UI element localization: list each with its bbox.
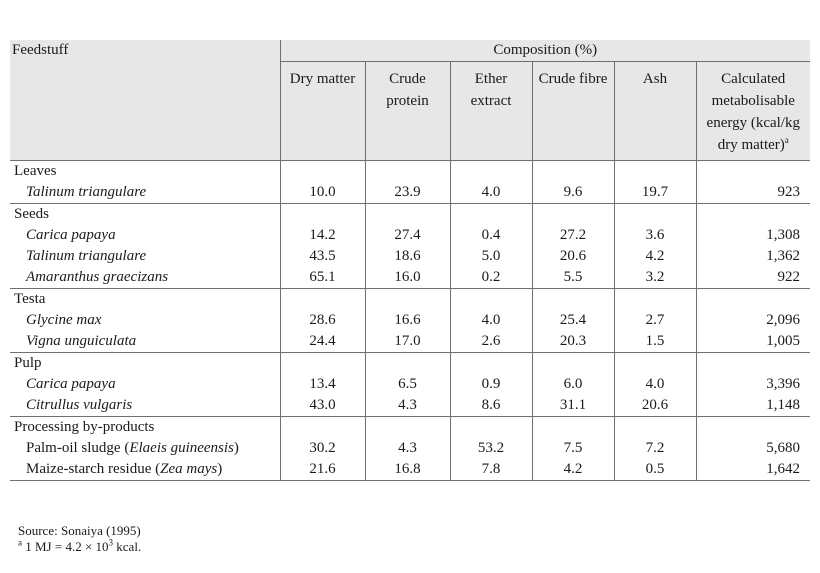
group-row	[10, 204, 810, 226]
cell-ash: 20.6	[614, 395, 696, 417]
cell-crude-fibre: 6.0	[532, 374, 614, 395]
group-spacer-cell	[450, 417, 532, 439]
group-spacer-cell	[614, 161, 696, 183]
footnote-exponent: 3	[108, 537, 114, 548]
group-row	[10, 417, 810, 439]
cell-dry-matter: 21.6	[280, 459, 365, 481]
cell-crude-fibre: 4.2	[532, 459, 614, 481]
cell-ash: 3.2	[614, 267, 696, 289]
energy-footnote-mark: a	[784, 135, 789, 145]
group-spacer-cell	[280, 161, 365, 183]
item-latin-name: Zea mays	[160, 461, 218, 477]
table-row	[10, 246, 810, 267]
cell-metabolisable-energy: 5,680	[696, 438, 810, 459]
cell-crude-fibre: 25.4	[532, 310, 614, 331]
cell-crude-protein: 16.0	[365, 267, 450, 289]
group-spacer-cell	[696, 161, 810, 183]
item-name: Citrullus vulgaris	[26, 397, 133, 413]
group-spacer-cell	[450, 353, 532, 375]
cell-dry-matter: 10.0	[280, 182, 365, 204]
cell-ether-extract: 0.4	[450, 225, 532, 246]
feedstuff-item	[10, 395, 280, 417]
cell-metabolisable-energy: 1,308	[696, 225, 810, 246]
group-spacer-cell	[280, 289, 365, 311]
group-spacer-cell	[280, 204, 365, 226]
cell-crude-protein: 16.6	[365, 310, 450, 331]
group-spacer-cell	[365, 204, 450, 226]
col-crude-protein: Crude protein	[365, 62, 450, 161]
cell-crude-protein: 4.3	[365, 395, 450, 417]
cell-ash: 19.7	[614, 182, 696, 204]
feedstuff-item	[10, 310, 280, 331]
item-name: Glycine max	[26, 312, 102, 328]
footnote-tail: kcal.	[113, 539, 142, 554]
cell-metabolisable-energy: 1,362	[696, 246, 810, 267]
feedstuff-item	[10, 331, 280, 353]
group-spacer-cell	[614, 353, 696, 375]
source-note: Source: Sonaiya (1995)	[18, 523, 141, 538]
cell-ether-extract: 4.0	[450, 182, 532, 204]
group-spacer-cell	[614, 289, 696, 311]
cell-dry-matter: 28.6	[280, 310, 365, 331]
item-name: Amaranthus graecizans	[26, 269, 169, 285]
group-label: Leaves	[14, 163, 57, 179]
cell-crude-protein: 23.9	[365, 182, 450, 204]
group-label: Seeds	[14, 206, 49, 222]
cell-crude-fibre: 27.2	[532, 225, 614, 246]
cell-metabolisable-energy: 1,642	[696, 459, 810, 481]
table-row	[10, 310, 810, 331]
cell-ether-extract: 0.9	[450, 374, 532, 395]
footnote-text: 1 MJ = 4.2 × 10	[22, 539, 109, 554]
group-spacer-cell	[532, 204, 614, 226]
composition-header: Composition (%)	[280, 40, 810, 62]
group-row	[10, 353, 810, 375]
cell-ether-extract: 8.6	[450, 395, 532, 417]
group-label: Processing by-products	[14, 419, 155, 435]
table-row	[10, 182, 810, 204]
cell-dry-matter: 43.0	[280, 395, 365, 417]
cell-ether-extract: 7.8	[450, 459, 532, 481]
cell-dry-matter: 43.5	[280, 246, 365, 267]
item-name: Talinum triangulare	[26, 248, 147, 264]
group-spacer-cell	[365, 161, 450, 183]
cell-metabolisable-energy: 3,396	[696, 374, 810, 395]
cell-metabolisable-energy: 1,148	[696, 395, 810, 417]
feedstuff-item: Maize-starch residue (Zea mays)	[26, 461, 223, 477]
group-spacer-cell	[696, 289, 810, 311]
group-spacer-cell	[532, 353, 614, 375]
cell-metabolisable-energy: 2,096	[696, 310, 810, 331]
col-ether-extract: Ether extract	[450, 62, 532, 161]
cell-crude-fibre: 31.1	[532, 395, 614, 417]
group-spacer-cell	[614, 417, 696, 439]
cell-ash: 1.5	[614, 331, 696, 353]
cell-ether-extract: 2.6	[450, 331, 532, 353]
cell-metabolisable-energy: 922	[696, 267, 810, 289]
cell-ash: 3.6	[614, 225, 696, 246]
group-label: Pulp	[14, 355, 42, 371]
cell-dry-matter: 30.2	[280, 438, 365, 459]
item-name: Palm-oil sludge	[26, 440, 121, 456]
cell-ash: 4.0	[614, 374, 696, 395]
cell-dry-matter: 13.4	[280, 374, 365, 395]
item-name: Vigna unguiculata	[26, 333, 137, 349]
table-row	[10, 459, 810, 481]
table-body	[10, 161, 810, 481]
group-spacer-cell	[532, 161, 614, 183]
cell-ash: 4.2	[614, 246, 696, 267]
col-dry-matter: Dry matter	[280, 62, 365, 161]
group-spacer-cell	[696, 204, 810, 226]
cell-crude-protein: 18.6	[365, 246, 450, 267]
cell-ash: 7.2	[614, 438, 696, 459]
item-name: Maize-starch residue	[26, 461, 152, 477]
item-name: Talinum triangulare	[26, 184, 147, 200]
cell-ash: 0.5	[614, 459, 696, 481]
table-row	[10, 331, 810, 353]
table-row	[10, 438, 810, 459]
cell-crude-protein: 6.5	[365, 374, 450, 395]
col-ash: Ash	[614, 62, 696, 161]
group-spacer-cell	[450, 289, 532, 311]
feedstuff-item: Palm-oil sludge (Elaeis guineensis)	[26, 440, 239, 456]
group-spacer-cell	[614, 204, 696, 226]
group-spacer-cell	[696, 417, 810, 439]
group-spacer-cell	[365, 289, 450, 311]
cell-metabolisable-energy: 923	[696, 182, 810, 204]
group-spacer-cell	[696, 353, 810, 375]
group-row	[10, 161, 810, 183]
cell-ether-extract: 4.0	[450, 310, 532, 331]
cell-crude-protein: 16.8	[365, 459, 450, 481]
group-spacer-cell	[450, 161, 532, 183]
cell-crude-protein: 17.0	[365, 331, 450, 353]
cell-ash: 2.7	[614, 310, 696, 331]
cell-crude-fibre: 9.6	[532, 182, 614, 204]
feedstuff-item	[10, 182, 280, 204]
cell-crude-fibre: 7.5	[532, 438, 614, 459]
footnote-mark: a	[18, 537, 22, 548]
feedstuff-item	[10, 374, 280, 395]
col-energy-label: Calculated metabolisable energy (kcal/kg dry matter)	[706, 71, 800, 153]
group-spacer-cell	[280, 417, 365, 439]
item-latin-name: Elaeis guineensis	[129, 440, 234, 456]
group-spacer-cell	[532, 289, 614, 311]
cell-dry-matter: 24.4	[280, 331, 365, 353]
group-spacer-cell	[450, 204, 532, 226]
group-row	[10, 289, 810, 311]
group-spacer-cell	[365, 353, 450, 375]
cell-crude-fibre: 20.3	[532, 331, 614, 353]
composition-table-container	[10, 40, 810, 481]
group-spacer-cell	[365, 417, 450, 439]
feedstuff-item	[10, 246, 280, 267]
cell-crude-protein: 27.4	[365, 225, 450, 246]
item-name: Carica papaya	[26, 227, 116, 243]
cell-dry-matter: 65.1	[280, 267, 365, 289]
feedstuff-header: Feedstuff	[12, 42, 69, 58]
cell-dry-matter: 14.2	[280, 225, 365, 246]
table-row	[10, 395, 810, 417]
cell-ether-extract: 5.0	[450, 246, 532, 267]
col-metabolisable-energy	[696, 62, 810, 161]
group-spacer-cell	[532, 417, 614, 439]
table-notes	[18, 523, 141, 555]
cell-crude-fibre: 5.5	[532, 267, 614, 289]
feedstuff-item	[10, 225, 280, 246]
composition-table	[10, 40, 810, 481]
cell-ether-extract: 0.2	[450, 267, 532, 289]
table-row	[10, 225, 810, 246]
item-name: Carica papaya	[26, 376, 116, 392]
cell-metabolisable-energy: 1,005	[696, 331, 810, 353]
group-label: Testa	[14, 291, 46, 307]
cell-crude-protein: 4.3	[365, 438, 450, 459]
table-row	[10, 267, 810, 289]
table-row	[10, 374, 810, 395]
feedstuff-item	[10, 267, 280, 289]
cell-ether-extract: 53.2	[450, 438, 532, 459]
col-crude-fibre: Crude fibre	[532, 62, 614, 161]
cell-crude-fibre: 20.6	[532, 246, 614, 267]
group-spacer-cell	[280, 353, 365, 375]
footnote	[18, 539, 141, 555]
